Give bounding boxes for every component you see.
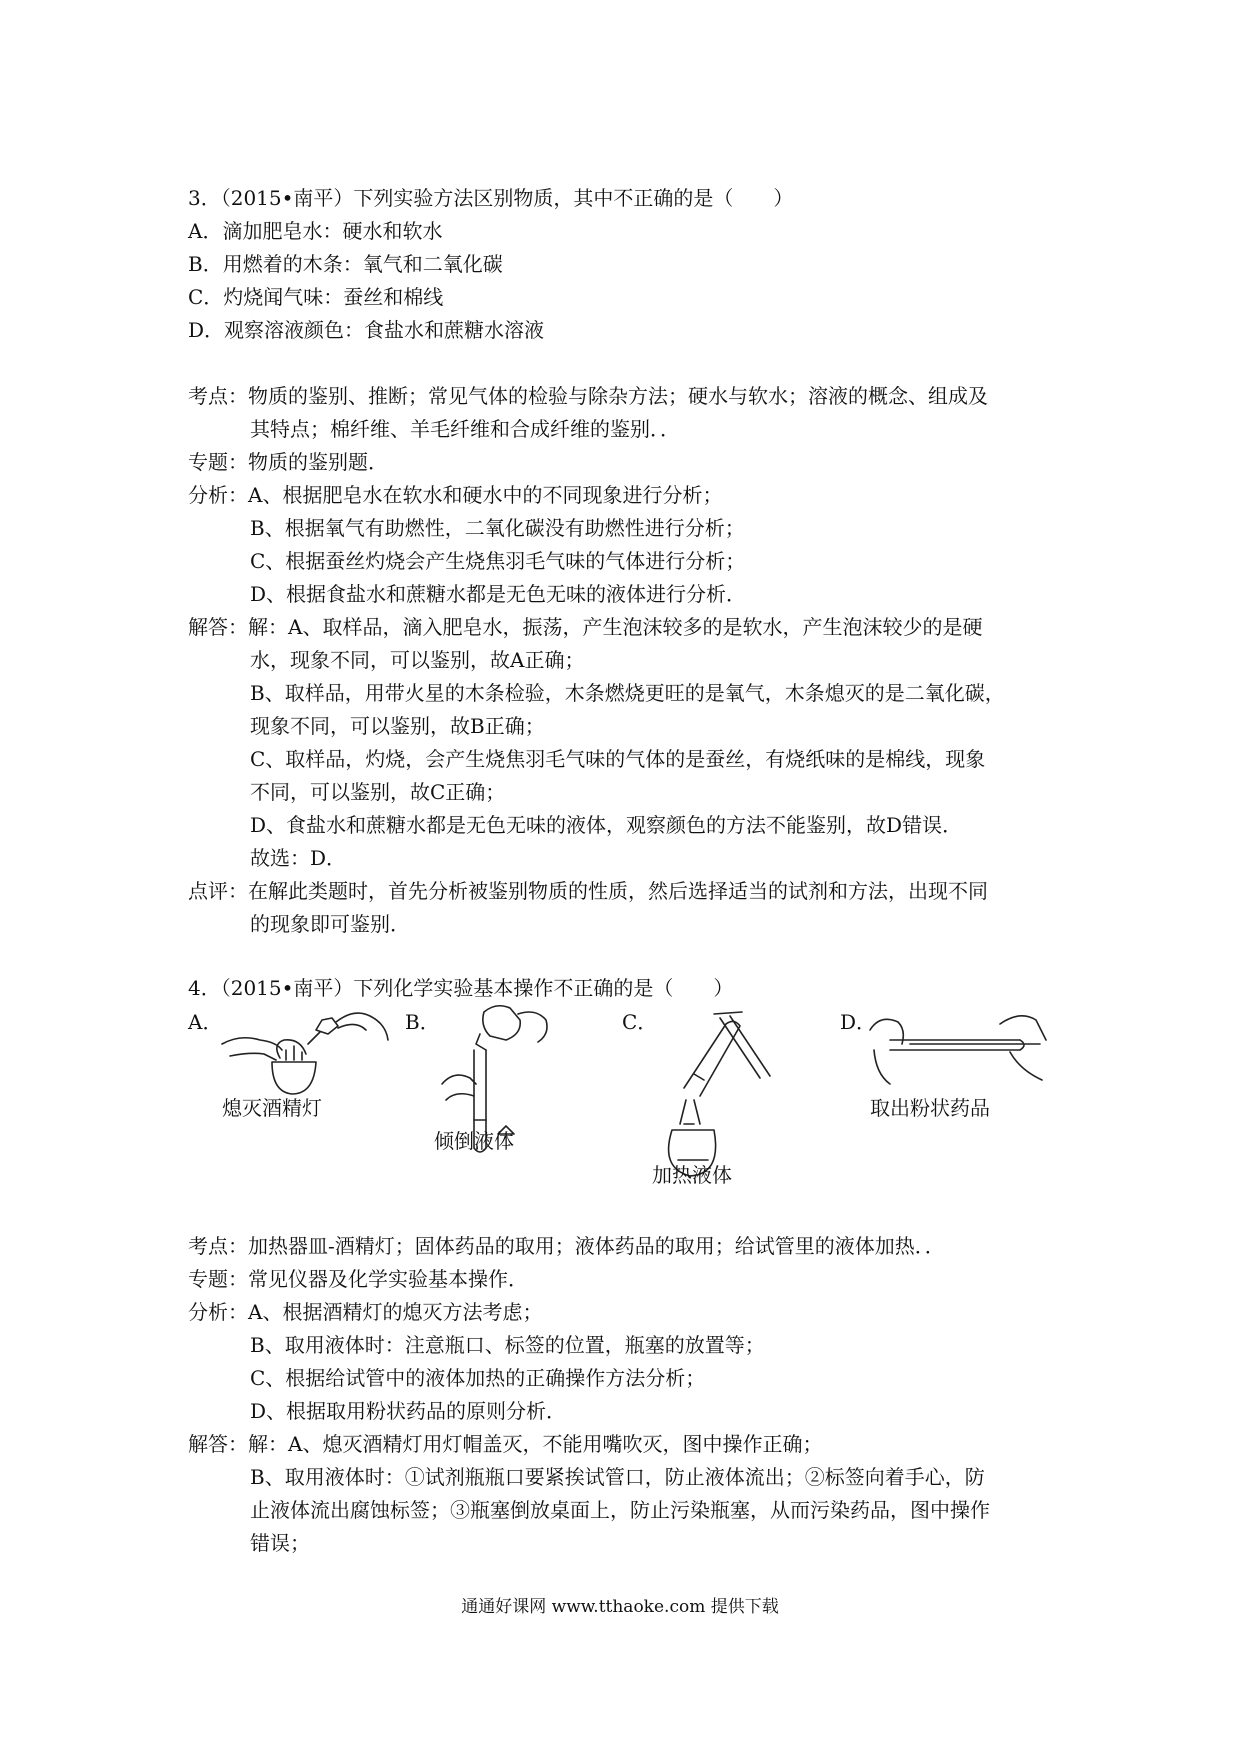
- q4-jieda: 解答：解：A、熄灭酒精灯用灯帽盖灭，不能用嘴吹灭，图中操作正确；: [188, 1432, 823, 1456]
- footer-source: 通通好课网 www.tthaoke.com 提供下载: [461, 1597, 779, 1617]
- q4-jieda-3: 止液体流出腐蚀标签；③瓶塞倒放桌面上，防止污染瓶塞，从而污染药品，图中操作: [250, 1498, 990, 1522]
- q4-fenxi-c: C、根据给试管中的液体加热的正确操作方法分析；: [250, 1366, 706, 1390]
- q3-option-c: C．灼烧闻气味：蚕丝和棉线: [188, 285, 444, 309]
- q3-dianping-cont: 的现象即可鉴别．: [250, 912, 410, 936]
- extinguish-alcohol-lamp-figure: [220, 1000, 400, 1100]
- q3-fenxi: 分析：A、根据肥皂水在软水和硬水中的不同现象进行分析；: [188, 483, 723, 507]
- q4-stem: 4．（2015•南平）下列化学实验基本操作不正确的是（ ）: [188, 976, 734, 1000]
- caption-c: 加热液体: [652, 1163, 732, 1187]
- q4-option-a-label: A．: [188, 1010, 223, 1034]
- q4-jieda-2: B、取用液体时：①试剂瓶瓶口要紧挨试管口，防止液体流出；②标签向着手心，防: [250, 1465, 985, 1489]
- q4-fenxi-d: D、根据取用粉状药品的原则分析．: [250, 1399, 567, 1423]
- q3-zhuanti: 专题：物质的鉴别题．: [188, 450, 388, 474]
- q3-fenxi-d: D、根据食盐水和蔗糖水都是无色无味的液体进行分析．: [250, 582, 747, 606]
- q3-option-b: B．用燃着的木条：氧气和二氧化碳: [188, 252, 503, 276]
- take-powder-figure: [870, 1000, 1050, 1090]
- q3-fenxi-c: C、根据蚕丝灼烧会产生烧焦羽毛气味的气体进行分析；: [250, 549, 746, 573]
- caption-a: 熄灭酒精灯: [222, 1096, 322, 1120]
- q3-jieda-3: B、取样品，用带火星的木条检验，木条燃烧更旺的是氧气，木条熄灭的是二氧化碳，: [250, 681, 1005, 705]
- caption-d: 取出粉状药品: [870, 1096, 990, 1120]
- q3-jieda-5: C、取样品，灼烧，会产生烧焦羽毛气味的气体的是蚕丝，有烧纸味的是棉线，现象: [250, 747, 986, 771]
- q3-option-a: A．滴加肥皂水：硬水和软水: [188, 219, 443, 243]
- q4-kaodian: 考点：加热器皿-酒精灯；固体药品的取用；液体药品的取用；给试管里的液体加热．．: [188, 1234, 945, 1258]
- q3-kaodian-cont: 其特点；棉纤维、羊毛纤维和合成纤维的鉴别．．: [250, 417, 680, 441]
- q4-zhuanti: 专题：常见仪器及化学实验基本操作．: [188, 1267, 528, 1291]
- q4-option-b-label: B．: [405, 1010, 440, 1034]
- q3-jieda-2: 水，现象不同，可以鉴别，故A正确；: [250, 648, 585, 672]
- q4-option-c-label: C．: [622, 1010, 658, 1034]
- q4-fenxi-b: B、取用液体时：注意瓶口、标签的位置，瓶塞的放置等；: [250, 1333, 765, 1357]
- q3-jieda-4: 现象不同，可以鉴别，故B正确；: [250, 714, 545, 738]
- q3-jieda: 解答：解：A、取样品，滴入肥皂水，振荡，产生泡沫较多的是软水，产生泡沫较少的是硬: [188, 615, 983, 639]
- caption-b: 倾倒液体: [434, 1129, 514, 1153]
- q3-fenxi-b: B、根据氧气有助燃性，二氧化碳没有助燃性进行分析；: [250, 516, 745, 540]
- q3-dianping: 点评：在解此类题时，首先分析被鉴别物质的性质，然后选择适当的试剂和方法，出现不同: [188, 879, 988, 903]
- q3-jieda-8: 故选：D．: [250, 846, 347, 870]
- q3-kaodian: 考点：物质的鉴别、推断；常见气体的检验与除杂方法；硬水与软水；溶液的概念、组成及: [188, 384, 988, 408]
- q3-option-d: D．观察溶液颜色：食盐水和蔗糖水溶液: [188, 318, 545, 342]
- q4-jieda-4: 错误；: [250, 1531, 310, 1555]
- q3-stem: 3．（2015•南平）下列实验方法区别物质，其中不正确的是（ ）: [188, 186, 794, 210]
- q4-option-d-label: D．: [840, 1010, 877, 1034]
- q3-jieda-7: D、食盐水和蔗糖水都是无色无味的液体，观察颜色的方法不能鉴别，故D错误．: [250, 813, 963, 837]
- q3-jieda-6: 不同，可以鉴别，故C正确；: [250, 780, 506, 804]
- q4-fenxi: 分析：A、根据酒精灯的熄灭方法考虑；: [188, 1300, 543, 1324]
